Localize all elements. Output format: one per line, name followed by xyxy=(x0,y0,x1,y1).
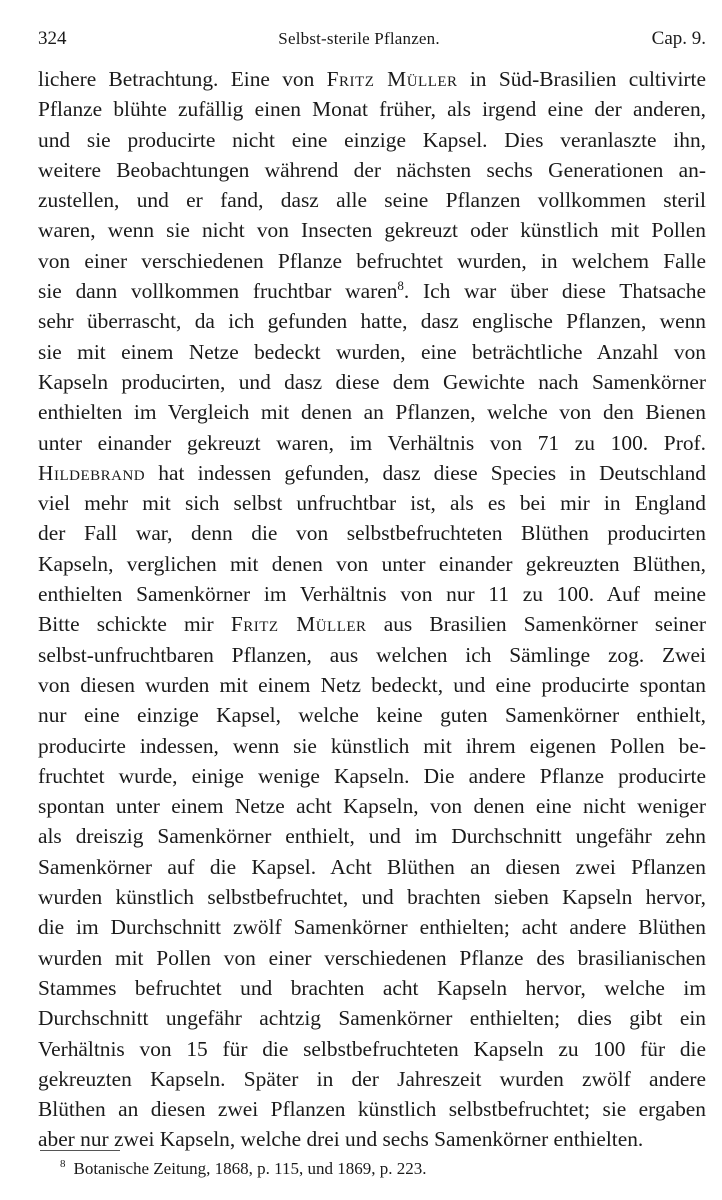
footnote-reference: 8 xyxy=(397,277,404,293)
running-title: Selbst-sterile Pflanzen. xyxy=(278,29,440,48)
author-name: Fritz Müller xyxy=(326,67,458,91)
chapter-label: Cap. 9. xyxy=(651,28,706,49)
text-line: der Fall war, denn die von selbstbefruchteten Blüthen producirten xyxy=(38,521,706,546)
text-line: Kapseln producirten, und dasz diese dem Gewichte nach Samenkörner xyxy=(38,369,706,394)
author-name: Hildebrand xyxy=(38,460,146,485)
text-line: weitere Beobachtungen während der nächsten sechs Generationen an- xyxy=(38,157,706,182)
text-line: selbst-unfruchtbaren Pflanzen, aus welchen ich Sämlinge zog. Zwei xyxy=(38,642,706,667)
text-line: als dreiszig Samenkörner enthielt, und im Durchschnitt ungefähr zehn xyxy=(38,824,706,849)
text-line: viel mehr mit sich selbst unfruchtbar ist, als es bei mir in England xyxy=(38,491,706,516)
text-line: und sie producirte nicht eine einzige Kapsel. Dies veranlaszte ihn, xyxy=(38,127,706,152)
text-line: zustellen, und er fand, dasz alle seine Pflanzen vollkommen steril xyxy=(38,188,706,213)
text-line: die im Durchschnitt zwölf Samenkörner enthielten; acht andere Blüthen xyxy=(38,915,706,940)
text-line: waren, wenn sie nicht von Insecten gekreuzt oder künstlich mit Pollen xyxy=(38,218,706,243)
text-line: Verhältnis von 15 für die selbstbefruchteten Kapseln zu 100 für die xyxy=(38,1036,706,1061)
text-line: enthielten Samenkörner im Verhältnis von nur 11 zu 100. Auf meine xyxy=(38,582,706,607)
text-line: sie mit einem Netze bedeckt wurden, eine beträchtliche Anzahl von xyxy=(38,339,706,364)
text-line: nur eine einzige Kapsel, welche keine guten Samenkörner enthielt, xyxy=(38,703,706,728)
text-line: sehr überrascht, da ich gefunden hatte, dasz englische Pflanzen, wenn xyxy=(38,309,706,334)
text-line: sie dann vollkommen fruchtbar waren$^8$. Ich war über diese Thatsache xyxy=(38,277,706,304)
text-line: Kapseln, verglichen mit denen von unter einander gekreuzten Blüthen, xyxy=(38,551,706,576)
text-line: Hildebrand hat indessen gefunden, dasz diese Species in Deutschland xyxy=(38,460,706,485)
footnote-marker: 8 xyxy=(60,1158,66,1171)
text-line: wurden mit Pollen von einer verschiedenen Pflanze des brasilianischen xyxy=(38,945,706,970)
footnote-divider xyxy=(40,1150,120,1151)
text-line: von einer verschiedenen Pflanze befruchtet wurden, in welchem Falle xyxy=(38,248,706,273)
text-line: Bitte schickte mir Fritz Müller aus Brasilien Samenkörner seiner xyxy=(38,612,706,637)
text-line: Stammes befruchtet und brachten acht Kapseln hervor, welche im xyxy=(38,975,706,1000)
text-line: aber nur zwei Kapseln, welche drei und sechs Samenkörner enthielten. xyxy=(38,1127,644,1152)
text-line: Samenkörner auf die Kapsel. Acht Blüthen an diesen zwei Pflanzen xyxy=(38,854,706,879)
text-line: lichere Betrachtung. Eine von Fritz Müller in Süd-Brasilien cultivirte xyxy=(38,67,706,91)
text-line: gekreuzten Kapseln. Später in der Jahreszeit wurden zwölf andere xyxy=(38,1066,706,1091)
body-text xyxy=(38,64,706,1155)
page-number: 324 xyxy=(38,28,67,49)
footnote xyxy=(60,1157,700,1181)
text-line: von diesen wurden mit einem Netz bedeckt, und eine producirte spontan xyxy=(38,672,706,697)
text-line: fruchtet wurde, einige wenige Kapseln. Die andere Pflanze producirte xyxy=(38,763,706,788)
text-line: Pflanze blühte zufällig einen Monat früher, als irgend eine der anderen, xyxy=(38,97,706,122)
text-line: unter einander gekreuzt waren, im Verhältnis von 71 zu 100. Prof. xyxy=(38,430,706,455)
running-head xyxy=(38,28,706,58)
footnote-text: Botanische Zeitung, 1868, p. 115, und 1869, p. 223. xyxy=(73,1159,427,1178)
text-line: producirte indessen, wenn sie künstlich mit ihrem eigenen Pollen be- xyxy=(38,733,706,758)
text-line: wurden künstlich selbstbefruchtet, und brachten sieben Kapseln hervor, xyxy=(38,885,706,910)
text-line: spontan unter einem Netze acht Kapseln, von denen eine nicht weniger xyxy=(38,794,706,819)
text-line: Blüthen an diesen zwei Pflanzen künstlich selbstbefruchtet; sie ergaben xyxy=(38,1097,706,1122)
author-name: Fritz Müller xyxy=(230,612,367,637)
text-line: Durchschnitt ungefähr achtzig Samenkörner enthielten; dies gibt ein xyxy=(38,1006,706,1031)
text-line: enthielten im Vergleich mit denen an Pflanzen, welche von den Bienen xyxy=(38,400,706,425)
